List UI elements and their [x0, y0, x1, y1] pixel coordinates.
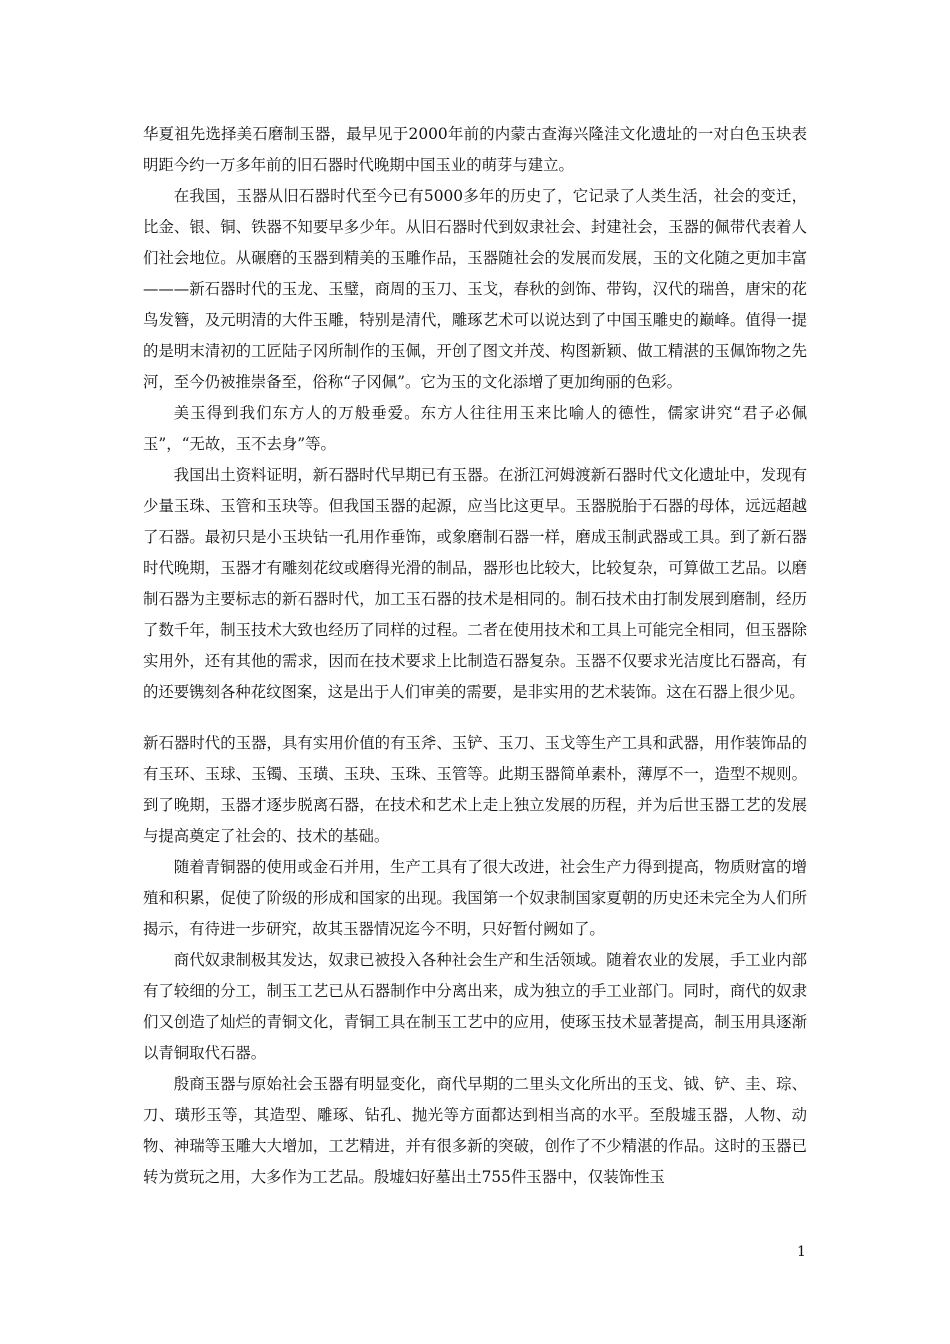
paragraph-1: 华夏祖先选择美石磨制玉器，最早见于2000年前的内蒙古查海兴隆洼文化遗址的一对白色玉块表明距今约一万多年前的旧石器时代晚期中国玉业的萌芽与建立。 — [143, 125, 807, 174]
paragraph-8: 殷商玉器与原始社会玉器有明显变化，商代早期的二里头文化所出的玉戈、钺、铲、圭、琮、刀、璜形玉等，其造型、雕琢、钻孔、抛光等方面都达到相当高的水平。至殷墟玉器，人物、动物、神瑞等玉雕大大增加，工艺精进，并有很多新的突破，创作了不少精湛的作品。这时的玉器已转为赏玩之用，大多作为工艺品。殷墟妇好墓出土755件玉器中，仅装饰性玉 — [143, 1075, 807, 1186]
page-number: 1 — [797, 1244, 806, 1260]
paragraph-7: 商代奴隶制极其发达，奴隶已被投入各种社会生产和生活领域。随着农业的发展，手工业内部有了较细的分工，制玉工艺已从石器制作中分离出来，成为独立的手工业部门。同时，商代的奴隶们又创造了灿烂的青铜文化，青铜工具在制玉工艺中的应用，使琢玉技术显著提高，制玉用具逐渐以青铜取代石器。 — [143, 951, 807, 1062]
paragraph-4: 我国出土资料证明，新石器时代早期已有玉器。在浙江河姆渡新石器时代文化遗址中，发现有少量玉珠、玉管和玉玦等。但我国玉器的起源，应当比这更早。玉器脱胎于石器的母体，远远超越了石器。最初只是小玉块钻一孔用作垂饰，或象磨制石器一样，磨成玉制武器或工具。到了新石器时代晚期，玉器才有雕刻花纹或磨得光滑的制品，器形也比较大，比较复杂，可算做工艺品。以磨制石器为主要标志的新石器时代，加工玉石器的技术是相同的。制石技术由打制发展到磨制，经历了数千年，制玉技术大致也经历了同样的过程。二者在使用技术和工具上可能完全相同，但玉器除实用外，还有其他的需求，因而在技术要求上比制造石器复杂。玉器不仅要求光洁度比石器高，有的还要镌刻各种花纹图案，这是出于人们审美的需要，是非实用的艺术装饰。这在石器上很少见。 — [143, 466, 807, 701]
paragraph-3: 美玉得到我们东方人的万般垂爱。东方人往往用玉来比喻人的德性，儒家讲究“君子必佩玉”，“无故，玉不去身”等。 — [143, 404, 807, 453]
body-text — [143, 119, 807, 1193]
paragraph-2: 在我国，玉器从旧石器时代至今已有5000多年的历史了，它记录了人类生活，社会的变迁，比金、银、铜、铁器不知要早多少年。从旧石器时代到奴隶社会、封建社会，玉器的佩带代表着人们社会地位。从碾磨的玉器到精美的玉雕作品，玉器随社会的发展而发展，玉的文化随之更加丰富———新石器时代的玉龙、玉璧，商周的玉刀、玉戈，春秋的剑饰、带钩，汉代的瑞兽，唐宋的花鸟发簪，及元明清的大件玉雕，特别是清代，雕琢艺术可以说达到了中国玉雕史的巅峰。值得一提的是明末清初的工匠陆子冈所制作的玉佩，开创了图文并茂、构图新颖、做工精湛的玉佩饰物之先河，至今仍被推崇备至，俗称“子冈佩”。它为玉的文化添增了更加绚丽的色彩。 — [143, 187, 807, 391]
paragraph-5: 新石器时代的玉器，具有实用价值的有玉斧、玉铲、玉刀、玉戈等生产工具和武器，用作装饰品的有玉环、玉球、玉镯、玉璜、玉玦、玉珠、玉管等。此期玉器简单素朴，薄厚不一，造型不规则。到了晚期，玉器才逐步脱离石器，在技术和艺术上走上独立发展的历程，并为后世玉器工艺的发展与提高奠定了社会的、技术的基础。 — [143, 734, 807, 845]
paragraph-6: 随着青铜器的使用或金石并用，生产工具有了很大改进，社会生产力得到提高，物质财富的增殖和积累，促使了阶级的形成和国家的出现。我国第一个奴隶制国家夏朝的历史还未完全为人们所揭示，有待进一步研究，故其玉器情况迄今不明，只好暂付阙如了。 — [143, 858, 807, 938]
